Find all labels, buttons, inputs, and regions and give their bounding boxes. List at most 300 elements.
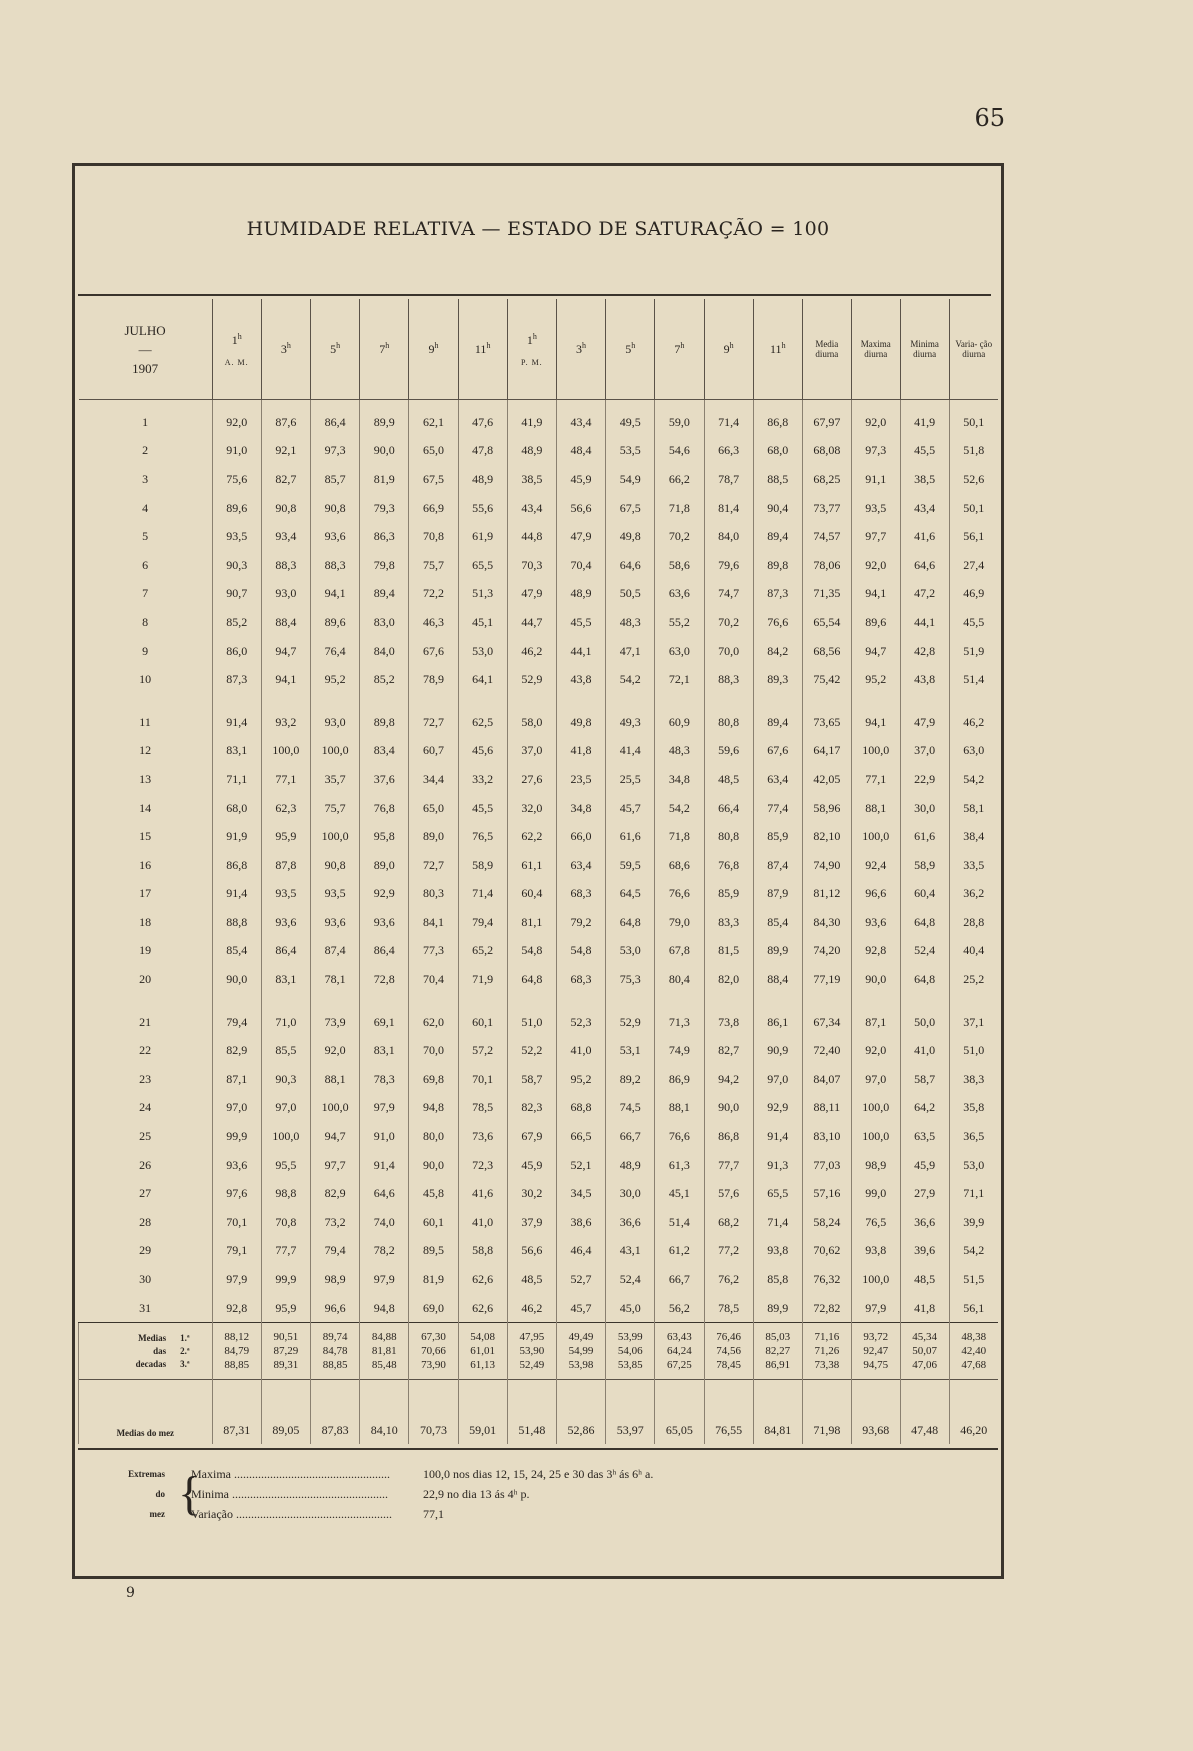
value-cell: 78,1 — [311, 965, 360, 994]
value-cell: 100,0 — [851, 1094, 900, 1123]
value-cell: 94,7 — [311, 1122, 360, 1151]
value-cell: 33,5 — [949, 851, 998, 880]
value-cell: 46,9 — [949, 580, 998, 609]
value-cell: 70,8 — [261, 1208, 310, 1237]
value-cell: 69,8 — [409, 1065, 458, 1094]
value-cell: 78,9 — [409, 665, 458, 694]
value-cell: 60,4 — [507, 880, 556, 909]
value-cell: 89,0 — [360, 851, 409, 880]
value-cell: 60,1 — [458, 994, 507, 1037]
year: 1907 — [132, 360, 159, 376]
value-cell: 67,6 — [753, 737, 802, 766]
value-cell: 89,9 — [360, 400, 409, 437]
page-number: 65 — [974, 104, 1005, 132]
value-cell: 72,82 — [802, 1294, 851, 1323]
value-cell: 72,1 — [655, 665, 704, 694]
value-cell: 57,6 — [704, 1179, 753, 1208]
value-cell: 47,1 — [606, 637, 655, 666]
table-row — [79, 694, 999, 737]
value-cell: 70,1 — [212, 1208, 261, 1237]
value-cell: 68,3 — [556, 880, 605, 909]
value-cell: 71,1 — [212, 765, 261, 794]
value-cell: 86,9 — [655, 1065, 704, 1094]
value-cell: 66,9 — [409, 494, 458, 523]
value-cell: 88,8 — [212, 908, 261, 937]
table-row — [79, 1094, 999, 1123]
value-cell: 61,6 — [900, 822, 949, 851]
value-cell: 93,6 — [311, 522, 360, 551]
value-cell: 65,0 — [409, 794, 458, 823]
value-cell: 41,6 — [900, 522, 949, 551]
value-cell: 56,6 — [556, 494, 605, 523]
value-cell: 45,5 — [900, 437, 949, 466]
value-cell: 43,4 — [900, 494, 949, 523]
table-row — [79, 994, 999, 1037]
value-cell: 70,62 — [802, 1237, 851, 1266]
value-cell: 89,8 — [360, 694, 409, 737]
value-cell: 90,8 — [311, 851, 360, 880]
value-cell: 52,2 — [507, 1036, 556, 1065]
value-cell: 73,2 — [311, 1208, 360, 1237]
value-cell: 71,4 — [753, 1208, 802, 1237]
value-cell: 71,9 — [458, 965, 507, 994]
value-cell: 27,9 — [900, 1179, 949, 1208]
value-cell: 44,8 — [507, 522, 556, 551]
value-cell: 46,3 — [409, 608, 458, 637]
value-cell: 63,6 — [655, 580, 704, 609]
value-cell: 81,4 — [704, 494, 753, 523]
value-cell: 97,7 — [851, 522, 900, 551]
value-cell: 100,0 — [311, 1094, 360, 1123]
value-cell: 77,2 — [704, 1237, 753, 1266]
value-cell: 83,10 — [802, 1122, 851, 1151]
extremes-label: Extremas do mez — [128, 1469, 165, 1519]
value-cell: 92,0 — [212, 400, 261, 437]
extreme-variacao — [191, 1504, 444, 1524]
value-cell: 43,4 — [507, 494, 556, 523]
day-cell: 8 — [142, 614, 149, 629]
value-cell: 52,4 — [606, 1265, 655, 1294]
value-cell: 41,0 — [458, 1208, 507, 1237]
month-means-row — [79, 1380, 999, 1445]
value-cell: 79,1 — [212, 1237, 261, 1266]
day-cell: 31 — [139, 1300, 152, 1315]
day-cell: 20 — [139, 972, 152, 987]
value-cell: 63,0 — [949, 737, 998, 766]
value-cell: 65,5 — [753, 1179, 802, 1208]
value-cell: 85,5 — [261, 1036, 310, 1065]
value-cell: 60,7 — [409, 737, 458, 766]
table-row — [79, 665, 999, 694]
month-means-cell: 46,20 — [949, 1380, 998, 1445]
media-header: Media diurna — [802, 299, 851, 400]
table-row — [79, 880, 999, 909]
value-cell: 76,5 — [851, 1208, 900, 1237]
month-means-cell: 84,81 — [753, 1380, 802, 1445]
value-cell: 94,7 — [851, 637, 900, 666]
decade-means-cell: 54,08 61,01 61,13 — [458, 1323, 507, 1380]
value-cell: 93,5 — [851, 494, 900, 523]
value-cell: 100,0 — [261, 737, 310, 766]
value-cell: 67,34 — [802, 994, 851, 1037]
day-cell: 12 — [139, 743, 152, 758]
decade-means-cell: 71,16 71,26 73,38 — [802, 1323, 851, 1380]
table-row — [79, 522, 999, 551]
value-cell: 48,9 — [556, 580, 605, 609]
value-cell: 46,2 — [507, 1294, 556, 1323]
day-cell: 23 — [139, 1071, 152, 1086]
value-cell: 97,0 — [261, 1094, 310, 1123]
value-cell: 52,6 — [949, 465, 998, 494]
value-cell: 56,6 — [507, 1237, 556, 1266]
value-cell: 62,3 — [261, 794, 310, 823]
hour-header: 7$^h$ — [360, 299, 409, 400]
value-cell: 74,20 — [802, 937, 851, 966]
decade-means-cell: 48,38 42,40 47,68 — [949, 1323, 998, 1380]
value-cell: 94,2 — [704, 1065, 753, 1094]
value-cell: 72,2 — [409, 580, 458, 609]
value-cell: 47,2 — [900, 580, 949, 609]
hour-header: 5$^h$ — [606, 299, 655, 400]
value-cell: 99,9 — [212, 1122, 261, 1151]
value-cell: 41,4 — [606, 737, 655, 766]
value-cell: 80,0 — [409, 1122, 458, 1151]
day-cell: 1 — [142, 414, 149, 429]
value-cell: 90,8 — [311, 494, 360, 523]
table-title: HUMIDADE RELATIVA — ESTADO DE SATURAÇÃO = 100 — [246, 218, 830, 240]
decade-means-cell: 63,43 64,24 67,25 — [655, 1323, 704, 1380]
value-cell: 74,57 — [802, 522, 851, 551]
table-row — [79, 937, 999, 966]
value-cell: 70,2 — [704, 608, 753, 637]
value-cell: 93,6 — [212, 1151, 261, 1180]
value-cell: 85,9 — [704, 880, 753, 909]
value-cell: 77,4 — [753, 794, 802, 823]
value-cell: 75,3 — [606, 965, 655, 994]
value-cell: 92,8 — [851, 937, 900, 966]
am-label: A. M. — [224, 357, 249, 367]
hour-header: 11$^h$ — [458, 299, 507, 400]
value-cell: 62,6 — [458, 1265, 507, 1294]
value-cell: 45,0 — [606, 1294, 655, 1323]
month-dash: — — [138, 341, 152, 357]
value-cell: 87,3 — [753, 580, 802, 609]
value-cell: 62,5 — [458, 694, 507, 737]
value-cell: 64,17 — [802, 737, 851, 766]
decade-means-cell: 93,72 92,47 94,75 — [851, 1323, 900, 1380]
value-cell: 51,5 — [949, 1265, 998, 1294]
value-cell: 45,1 — [655, 1179, 704, 1208]
decade-means-row — [79, 1323, 999, 1380]
value-cell: 97,9 — [360, 1094, 409, 1123]
value-cell: 60,4 — [900, 880, 949, 909]
value-cell: 82,7 — [261, 465, 310, 494]
table-row — [79, 765, 999, 794]
extreme-maxima-value: 100,0 nos dias 12, 15, 24, 25 e 30 das 3ʰ ás 6ʰ a. — [423, 1467, 654, 1481]
value-cell: 57,16 — [802, 1179, 851, 1208]
value-cell: 86,4 — [360, 937, 409, 966]
value-cell: 81,9 — [360, 465, 409, 494]
value-cell: 84,0 — [360, 637, 409, 666]
value-cell: 35,8 — [949, 1094, 998, 1123]
value-cell: 52,7 — [556, 1265, 605, 1294]
value-cell: 94,8 — [409, 1094, 458, 1123]
value-cell: 74,7 — [704, 580, 753, 609]
value-cell: 27,4 — [949, 551, 998, 580]
value-cell: 71,3 — [655, 994, 704, 1037]
day-cell: 3 — [142, 471, 149, 486]
value-cell: 50,0 — [900, 994, 949, 1037]
value-cell: 86,8 — [704, 1122, 753, 1151]
value-cell: 66,4 — [704, 794, 753, 823]
value-cell: 87,4 — [311, 937, 360, 966]
day-cell: 7 — [142, 586, 149, 601]
value-cell: 78,5 — [704, 1294, 753, 1323]
table-row — [79, 1208, 999, 1237]
value-cell: 42,8 — [900, 637, 949, 666]
value-cell: 76,2 — [704, 1265, 753, 1294]
value-cell: 92,8 — [212, 1294, 261, 1323]
value-cell: 70,2 — [655, 522, 704, 551]
value-cell: 39,6 — [900, 1237, 949, 1266]
value-cell: 84,2 — [753, 637, 802, 666]
value-cell: 89,6 — [311, 608, 360, 637]
decade-means-cell: 84,88 81,81 85,48 — [360, 1323, 409, 1380]
value-cell: 40,4 — [949, 937, 998, 966]
value-cell: 89,8 — [753, 551, 802, 580]
table-row — [79, 1151, 999, 1180]
value-cell: 41,9 — [900, 400, 949, 437]
table-row — [79, 494, 999, 523]
value-cell: 74,90 — [802, 851, 851, 880]
value-cell: 89,3 — [753, 665, 802, 694]
value-cell: 58,8 — [458, 1237, 507, 1266]
value-cell: 75,7 — [409, 551, 458, 580]
value-cell: 59,0 — [655, 400, 704, 437]
value-cell: 48,3 — [655, 737, 704, 766]
value-cell: 100,0 — [311, 822, 360, 851]
day-cell: 6 — [142, 557, 149, 572]
value-cell: 36,5 — [949, 1122, 998, 1151]
value-cell: 70,4 — [556, 551, 605, 580]
value-cell: 38,6 — [556, 1208, 605, 1237]
decade-means-cell: 76,46 74,56 78,45 — [704, 1323, 753, 1380]
value-cell: 30,2 — [507, 1179, 556, 1208]
value-cell: 92,4 — [851, 851, 900, 880]
value-cell: 47,8 — [458, 437, 507, 466]
value-cell: 97,6 — [212, 1179, 261, 1208]
value-cell: 80,3 — [409, 880, 458, 909]
value-cell: 36,6 — [900, 1208, 949, 1237]
value-cell: 88,11 — [802, 1094, 851, 1123]
table-row — [79, 437, 999, 466]
value-cell: 52,9 — [606, 994, 655, 1037]
value-cell: 39,9 — [949, 1208, 998, 1237]
value-cell: 84,0 — [704, 522, 753, 551]
value-cell: 54,9 — [606, 465, 655, 494]
value-cell: 68,8 — [556, 1094, 605, 1123]
value-cell: 91,0 — [360, 1122, 409, 1151]
value-cell: 43,1 — [606, 1237, 655, 1266]
value-cell: 48,9 — [458, 465, 507, 494]
value-cell: 67,5 — [409, 465, 458, 494]
value-cell: 79,2 — [556, 908, 605, 937]
value-cell: 54,6 — [655, 437, 704, 466]
value-cell: 92,1 — [261, 437, 310, 466]
value-cell: 81,12 — [802, 880, 851, 909]
hour-header: 1$^h$ A. M. — [212, 299, 261, 400]
value-cell: 71,4 — [458, 880, 507, 909]
extreme-variacao-label: Variação ..... — [191, 1504, 415, 1524]
table-row — [79, 1294, 999, 1323]
value-cell: 95,8 — [360, 822, 409, 851]
table-frame — [72, 163, 1004, 1579]
value-cell: 100,0 — [311, 737, 360, 766]
value-cell: 58,9 — [900, 851, 949, 880]
value-cell: 93,6 — [261, 908, 310, 937]
value-cell: 38,4 — [949, 822, 998, 851]
value-cell: 25,2 — [949, 965, 998, 994]
value-cell: 48,3 — [606, 608, 655, 637]
value-cell: 86,4 — [311, 400, 360, 437]
value-cell: 96,6 — [311, 1294, 360, 1323]
value-cell: 82,7 — [704, 1036, 753, 1065]
value-cell: 84,1 — [409, 908, 458, 937]
value-cell: 83,1 — [212, 737, 261, 766]
value-cell: 97,0 — [851, 1065, 900, 1094]
value-cell: 64,6 — [900, 551, 949, 580]
month-header — [79, 299, 213, 400]
value-cell: 87,9 — [753, 880, 802, 909]
day-cell: 25 — [139, 1129, 152, 1144]
value-cell: 95,2 — [311, 665, 360, 694]
value-cell: 95,2 — [556, 1065, 605, 1094]
day-cell: 13 — [139, 771, 152, 786]
value-cell: 77,7 — [261, 1237, 310, 1266]
value-cell: 33,2 — [458, 765, 507, 794]
value-cell: 83,0 — [360, 608, 409, 637]
value-cell: 90,9 — [753, 1036, 802, 1065]
hour-header: 3$^h$ — [556, 299, 605, 400]
value-cell: 88,1 — [851, 794, 900, 823]
value-cell: 95,9 — [261, 822, 310, 851]
value-cell: 90,0 — [360, 437, 409, 466]
value-cell: 92,0 — [311, 1036, 360, 1065]
value-cell: 68,25 — [802, 465, 851, 494]
value-cell: 57,2 — [458, 1036, 507, 1065]
value-cell: 100,0 — [261, 1122, 310, 1151]
table-row — [79, 1065, 999, 1094]
value-cell: 50,1 — [949, 494, 998, 523]
value-cell: 65,5 — [458, 551, 507, 580]
value-cell: 93,5 — [212, 522, 261, 551]
value-cell: 44,1 — [900, 608, 949, 637]
value-cell: 79,3 — [360, 494, 409, 523]
value-cell: 66,2 — [655, 465, 704, 494]
value-cell: 53,0 — [458, 637, 507, 666]
value-cell: 72,40 — [802, 1036, 851, 1065]
hour-header: 5$^h$ — [311, 299, 360, 400]
value-cell: 73,6 — [458, 1122, 507, 1151]
value-cell: 86,8 — [753, 400, 802, 437]
value-cell: 61,1 — [507, 851, 556, 880]
month-means-cell: 76,55 — [704, 1380, 753, 1445]
value-cell: 67,8 — [655, 937, 704, 966]
value-cell: 47,9 — [900, 694, 949, 737]
value-cell: 72,8 — [360, 965, 409, 994]
value-cell: 93,0 — [261, 580, 310, 609]
pm-label: P. M. — [521, 357, 543, 367]
value-cell: 30,0 — [900, 794, 949, 823]
title-divider — [78, 294, 991, 296]
value-cell: 94,7 — [261, 637, 310, 666]
value-cell: 46,2 — [507, 637, 556, 666]
value-cell: 99,9 — [261, 1265, 310, 1294]
value-cell: 48,5 — [507, 1265, 556, 1294]
value-cell: 99,0 — [851, 1179, 900, 1208]
value-cell: 77,19 — [802, 965, 851, 994]
table-row — [79, 965, 999, 994]
value-cell: 68,3 — [556, 965, 605, 994]
value-cell: 82,9 — [212, 1036, 261, 1065]
value-cell: 81,9 — [409, 1265, 458, 1294]
value-cell: 89,0 — [409, 822, 458, 851]
extreme-variacao-value: 77,1 — [423, 1507, 444, 1521]
value-cell: 49,3 — [606, 694, 655, 737]
table-row — [79, 637, 999, 666]
value-cell: 64,8 — [606, 908, 655, 937]
value-cell: 70,3 — [507, 551, 556, 580]
value-cell: 64,6 — [360, 1179, 409, 1208]
table-row — [79, 1237, 999, 1266]
value-cell: 76,6 — [753, 608, 802, 637]
month-means-cell: 89,05 — [261, 1380, 310, 1445]
value-cell: 94,1 — [851, 694, 900, 737]
value-cell: 62,2 — [507, 822, 556, 851]
value-cell: 35,7 — [311, 765, 360, 794]
value-cell: 88,1 — [655, 1094, 704, 1123]
day-cell: 2 — [142, 443, 149, 458]
value-cell: 70,0 — [704, 637, 753, 666]
value-cell: 83,1 — [261, 965, 310, 994]
value-cell: 80,4 — [655, 965, 704, 994]
value-cell: 70,1 — [458, 1065, 507, 1094]
value-cell: 66,3 — [704, 437, 753, 466]
value-cell: 80,8 — [704, 694, 753, 737]
value-cell: 90,3 — [212, 551, 261, 580]
value-cell: 93,8 — [851, 1237, 900, 1266]
value-cell: 91,0 — [212, 437, 261, 466]
value-cell: 52,3 — [556, 994, 605, 1037]
value-cell: 34,8 — [556, 794, 605, 823]
value-cell: 97,3 — [311, 437, 360, 466]
value-cell: 93,8 — [753, 1237, 802, 1266]
value-cell: 48,5 — [900, 1265, 949, 1294]
value-cell: 76,32 — [802, 1265, 851, 1294]
value-cell: 37,0 — [900, 737, 949, 766]
value-cell: 77,1 — [261, 765, 310, 794]
month-means-cell: 71,98 — [802, 1380, 851, 1445]
value-cell: 90,3 — [261, 1065, 310, 1094]
value-cell: 75,7 — [311, 794, 360, 823]
value-cell: 62,6 — [458, 1294, 507, 1323]
value-cell: 87,3 — [212, 665, 261, 694]
decade-means-cell: 90,51 87,29 89,31 — [261, 1323, 310, 1380]
value-cell: 65,54 — [802, 608, 851, 637]
value-cell: 89,9 — [753, 937, 802, 966]
value-cell: 75,6 — [212, 465, 261, 494]
day-cell: 16 — [139, 857, 152, 872]
